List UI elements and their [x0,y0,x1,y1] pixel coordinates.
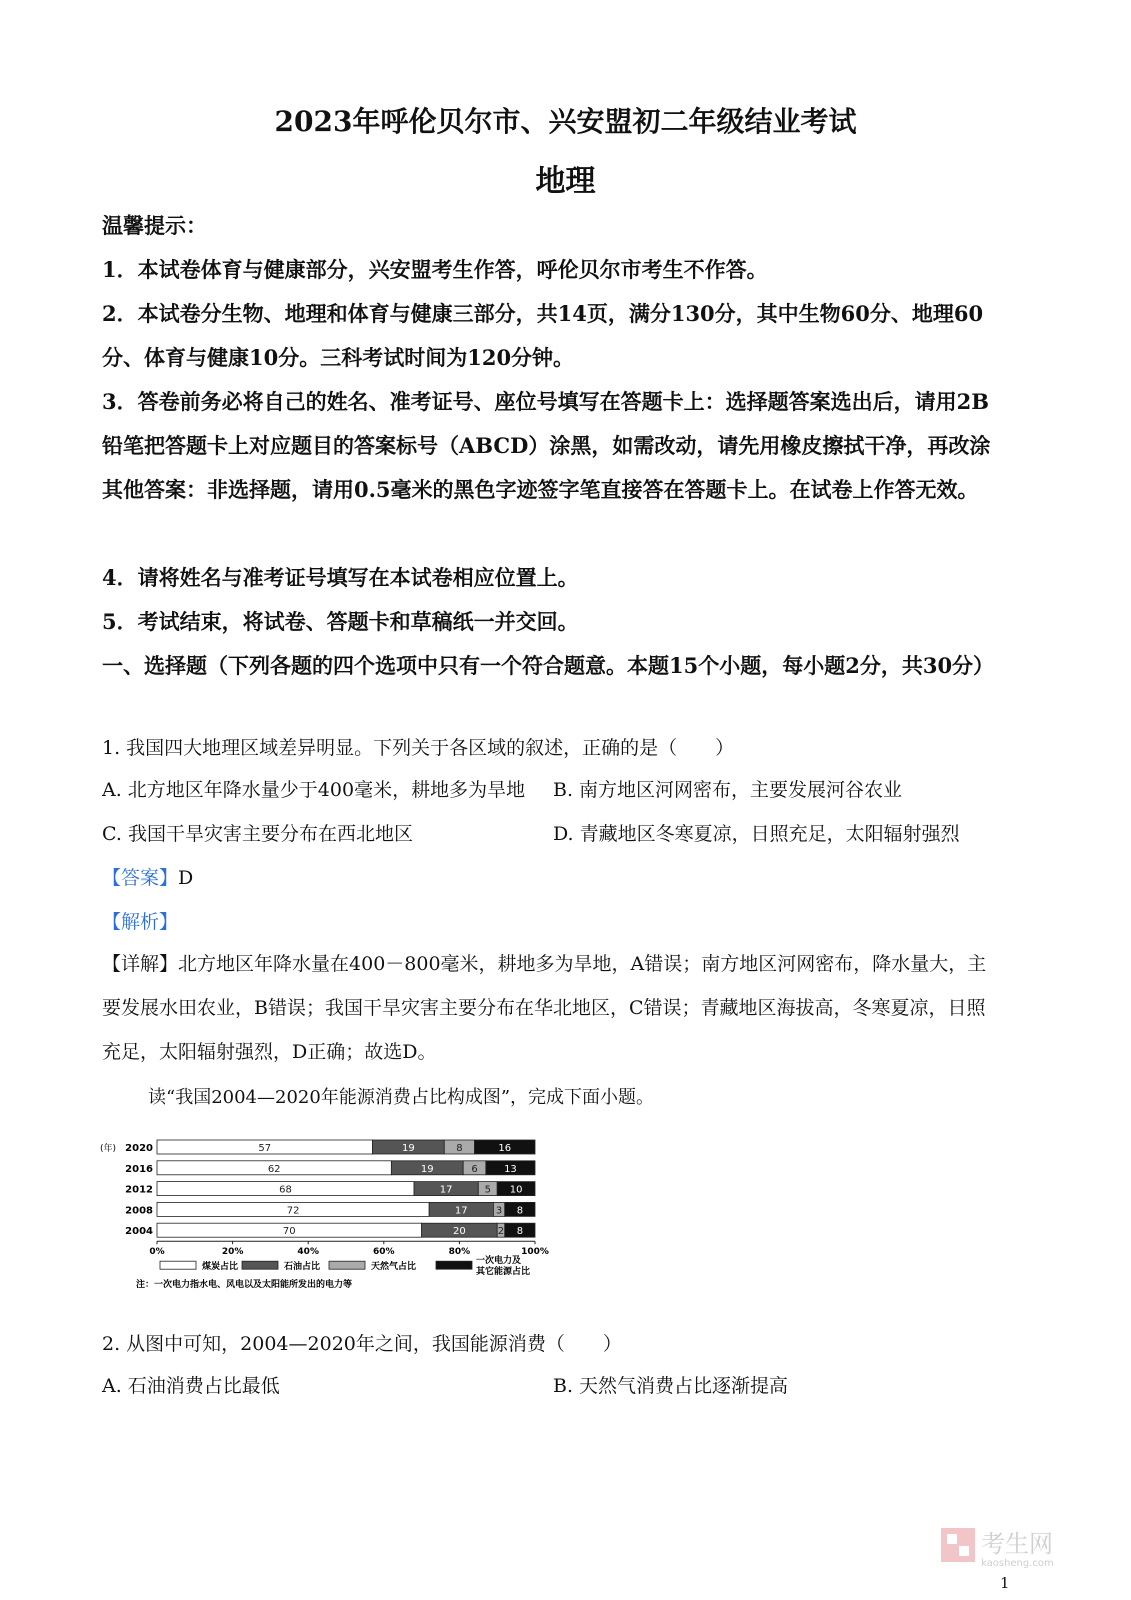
chart-note: 注：一次电力指水电、风电以及太阳能所发出的电力等 [136,1280,353,1291]
q1-answer-line [102,864,193,892]
x-tick-label: 20% [221,1247,244,1258]
q1-option-b: B. 南方地区河网密布，主要发展河谷农业 [553,779,903,801]
x-tick-label: 60% [373,1247,395,1258]
bar-value-label: 20 [453,1226,466,1238]
chart-intro: 读“我国2004—2020年能源消费占比构成图”，完成下面小题。 [148,1087,655,1108]
legend-label: 煤炭占比 [202,1262,239,1273]
legend-label: 其它能源占比 [476,1267,531,1278]
watermark-brand: 考生网 [981,1530,1053,1558]
bar-value-label: 2 [497,1226,505,1238]
bar-value-label: 17 [439,1184,453,1196]
legend-label: 石油占比 [284,1262,321,1273]
year-axis-label: (年) [100,1144,117,1154]
watermark-domain: kaosheng.com [981,1558,1054,1568]
bar-value-label: 72 [286,1205,300,1217]
bar-value-label: 8 [516,1205,524,1217]
bar-value-label: 62 [267,1163,281,1175]
q1-option-c: C. 我国干旱灾害主要分布在西北地区 [102,823,413,845]
notice-item-1: 1．本试卷体育与健康部分，兴安盟考生作答，呼伦贝尔市考生不作答。 [102,257,768,282]
x-tick-label: 40% [297,1247,319,1258]
detail-label: 【详解】 [102,953,179,975]
notice-item-3: 3．答卷前务必将自己的姓名、准考证号、座位号填写在答题卡上：选择题答案选出后，请用2B铅笔把答题卡上对应题目的答案标号（ABCD）涂黑，如需改动，请先用橡皮擦拭干净，再改涂其他答案：非选择题，请用0.5毫米的黑色字迹签字笔直接答在答题卡上。在试卷上作答无效。 [102,389,991,502]
year-label: 2004 [125,1226,153,1238]
legend-swatch [242,1261,278,1269]
notice-heading: 温馨提示： [102,213,207,238]
section-heading: 一、选择题（下列各题的四个选项中只有一个符合题意。本题15个小题，每小题2分，共30分） [102,653,995,678]
page-number: 1 [1000,1574,1010,1592]
detail-text: 北方地区年降水量在400－800毫米，耕地多为旱地，A错误；南方地区河网密布，降水量大，主要发展水田农业，B错误；我国干旱灾害主要分布在华北地区，C错误；青藏地区海拔高，冬寒夏凉，日照充足，太阳辐射强烈，D正确；故选D。 [102,953,987,1063]
q2-stem: 2. 从图中可知，2004—2020年之间，我国能源消费（ ） [102,1333,622,1355]
bar-value-label: 5 [484,1184,491,1196]
energy-chart [92,1132,562,1322]
legend-swatch [436,1261,472,1269]
answer-value: D [178,867,194,889]
year-label: 2012 [125,1184,153,1196]
year-label: 2016 [125,1163,153,1175]
bar-value-label: 16 [498,1143,512,1154]
bar-value-label: 3 [495,1205,503,1217]
q1-option-d: D. 青藏地区冬寒夏凉，日照充足，太阳辐射强烈 [553,823,960,845]
bar-value-label: 57 [258,1143,272,1154]
year-label: 2008 [125,1205,153,1217]
legend-label: 一次电力及 [476,1256,522,1267]
exam-title: 2023年呼伦贝尔市、兴安盟初二年级结业考试 [274,105,857,138]
bar-value-label: 19 [420,1163,434,1175]
bar-value-label: 10 [509,1184,523,1196]
bar-value-label: 68 [279,1184,292,1196]
year-label: 2020 [125,1143,153,1154]
analysis-label: 【解析】 [102,911,179,933]
bar-value-label: 8 [456,1143,463,1154]
notice-item-5: 5．考试结束，将试卷、答题卡和草稿纸一并交回。 [102,609,579,634]
notice-item-2: 2．本试卷分生物、地理和体育与健康三部分，共14页，满分130分，其中生物60分、地理60分、体育与健康10分。三科考试时间为120分钟。 [102,301,984,370]
bar-value-label: 13 [504,1163,517,1175]
q2-option-a: A. 石油消费占比最低 [102,1375,280,1397]
bar-value-label: 19 [402,1143,415,1154]
bar-value-label: 8 [516,1226,524,1238]
bar-value-label: 6 [471,1163,478,1175]
watermark-logo [941,1524,1091,1568]
answer-label: 【答案】 [102,867,179,889]
legend-label: 天然气占比 [371,1262,417,1273]
x-tick-label: 0% [149,1247,165,1258]
x-tick-label: 80% [448,1247,471,1258]
x-tick-label: 100% [521,1247,549,1258]
notice-item-4: 4．请将姓名与准考证号填写在本试卷相应位置上。 [102,565,579,590]
bar-value-label: 70 [282,1226,296,1238]
legend-swatch [329,1261,365,1269]
legend-swatch [160,1261,196,1269]
q1-stem: 1. 我国四大地理区域差异明显。下列关于各区域的叙述，正确的是（ ） [102,737,735,759]
q2-option-b: B. 天然气消费占比逐渐提高 [553,1375,789,1397]
q1-option-a: A. 北方地区年降水量少于400毫米，耕地多为旱地 [102,779,526,801]
subject-title: 地理 [535,164,596,199]
q1-detail [102,942,1002,1074]
bar-value-label: 17 [454,1205,468,1217]
